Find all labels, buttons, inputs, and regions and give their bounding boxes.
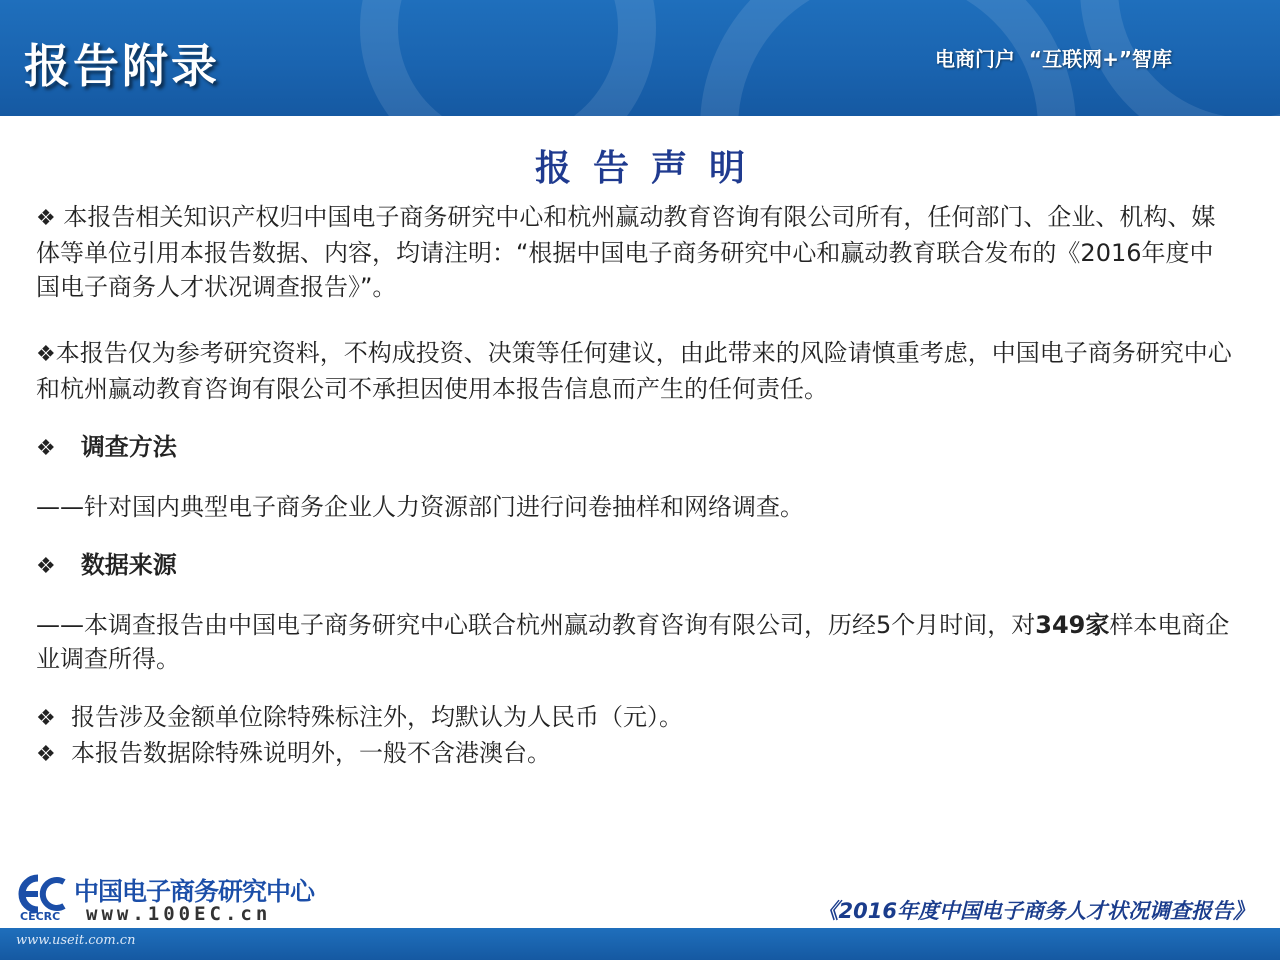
statement-body bbox=[36, 200, 1236, 772]
footer-bar bbox=[0, 928, 1280, 960]
cecrc-logo-icon bbox=[16, 874, 70, 914]
logo-website: www.100EC.cn bbox=[86, 903, 272, 925]
cecrc-logo bbox=[16, 870, 316, 926]
method-text: ——针对国内典型电子商务企业人力资源部门进行问卷抽样和网络调查。 bbox=[36, 493, 804, 521]
bullet-diamond-icon: ❖ bbox=[36, 436, 56, 461]
footer-report-name: 《2016年度中国电子商务人才状况调查报告》 bbox=[817, 899, 1254, 923]
bullet-diamond-icon: ❖ bbox=[36, 742, 56, 767]
copyright-text: 本报告相关知识产权归中国电子商务研究中心和杭州赢动教育咨询有限公司所有，任何部门、企业、机构、媒体等单位引用本报告数据、内容，均请注明：“根据中国电子商务研究中心和赢动教育联合发布的《2016年度中国电子商务人才状况调查报告》”。 bbox=[36, 203, 1216, 301]
header-title: 报告附录 bbox=[24, 39, 220, 93]
logo-abbreviation: CECRC bbox=[20, 910, 61, 923]
header-tagline: 电商门户 “互联网+”智库 bbox=[935, 47, 1172, 71]
source-paragraph bbox=[36, 608, 1236, 676]
method-heading-text: 调查方法 bbox=[80, 433, 177, 461]
bullet-diamond-icon: ❖ bbox=[36, 706, 56, 731]
bullet-diamond-icon: ❖ bbox=[36, 342, 56, 367]
note-item bbox=[36, 700, 1236, 736]
bullet-diamond-icon: ❖ bbox=[36, 206, 56, 231]
disclaimer-text: 本报告仅为参考研究资料，不构成投资、决策等任何建议，由此带来的风险请慎重考虑，中国电子商务研究中心和杭州赢动教育咨询有限公司不承担因使用本报告信息而产生的任何责任。 bbox=[36, 339, 1232, 403]
header-banner bbox=[0, 0, 1280, 116]
disclaimer-paragraph bbox=[36, 336, 1236, 406]
header-swirl-decoration bbox=[360, 0, 656, 116]
source-text-part1: ——本调查报告由中国电子商务研究中心联合杭州赢动教育咨询有限公司，历经5个月时间，对 bbox=[36, 611, 1036, 639]
bullet-diamond-icon: ❖ bbox=[36, 554, 56, 579]
watermark: www.useit.com.cn bbox=[16, 933, 136, 948]
source-count: 349家 bbox=[1035, 611, 1110, 639]
logo-chinese-name: 中国电子商务研究中心 bbox=[74, 877, 315, 906]
note-text: 本报告数据除特殊说明外，一般不含港澳台。 bbox=[71, 739, 551, 767]
page-title: 报告声明 bbox=[534, 148, 767, 189]
note-item bbox=[36, 736, 1236, 772]
note-text: 报告涉及金额单位除特殊标注外，均默认为人民币（元）。 bbox=[71, 703, 683, 731]
source-text-part2: 样本电商企业调查所得。 bbox=[36, 611, 1230, 673]
source-heading-text: 数据来源 bbox=[80, 551, 177, 579]
copyright-paragraph bbox=[36, 200, 1236, 304]
method-heading bbox=[36, 430, 1236, 466]
source-heading bbox=[36, 548, 1236, 584]
